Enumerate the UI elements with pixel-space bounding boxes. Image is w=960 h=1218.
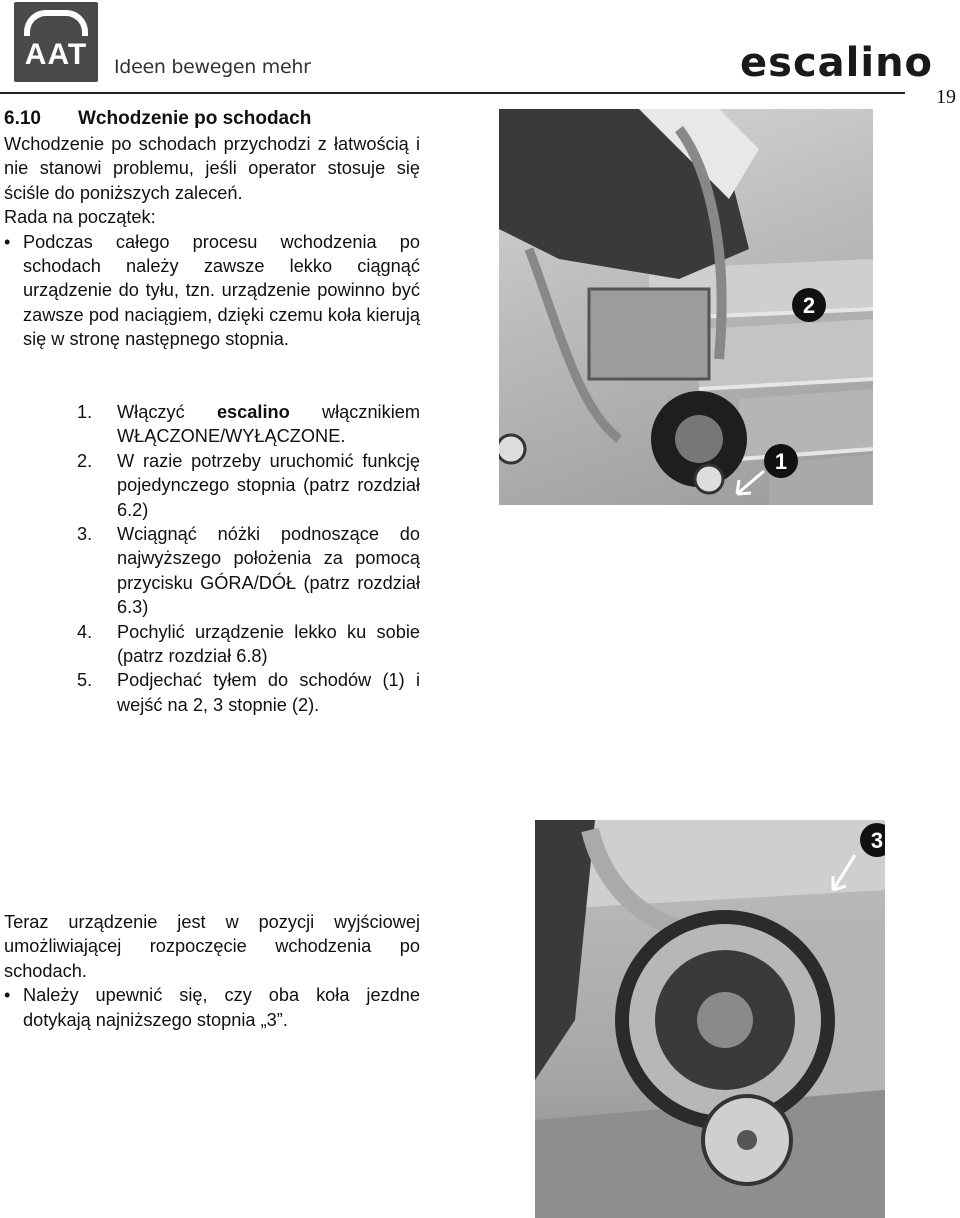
section-title: Wchodzenie po schodach <box>78 108 312 129</box>
result-bullet <box>4 983 420 1032</box>
aat-logo-arc <box>24 10 88 36</box>
step-text: Podjechać tyłem do schodów (1) i wejść na 2, 3 stopnie (2). <box>117 670 420 715</box>
step-number: 4. <box>77 621 93 642</box>
list-item <box>77 522 420 620</box>
page-number: 19 <box>936 86 956 108</box>
stair-climb-illustration <box>499 109 873 505</box>
steps-list <box>77 400 420 717</box>
wheel-closeup-illustration <box>535 820 885 1218</box>
bullet-icon: • <box>4 985 11 1006</box>
list-item <box>77 620 420 669</box>
intro-paragraph: Wchodzenie po schodach przychodzi z łatwością i nie stanowi problemu, jeśli operator stosuje się ściśle do poniższych zaleceń. <box>4 134 420 203</box>
marker-3: 3 <box>870 828 884 853</box>
result-paragraph: Teraz urządzenie jest w pozycji wyjściowej umożliwiającej rozpoczęcie wchodzenia po schodach. <box>4 912 420 981</box>
tip-label: Rada na początek: <box>4 207 156 228</box>
section-number: 6.10 <box>4 108 41 129</box>
section-heading <box>4 107 420 131</box>
step-number: 2. <box>77 450 93 471</box>
tagline: Ideen bewegen mehr <box>114 56 311 78</box>
step-number: 3. <box>77 524 93 545</box>
result-block <box>4 910 420 1032</box>
step-number: 1. <box>77 402 93 422</box>
aat-logo-text: AAT <box>24 38 88 71</box>
step-text: Wciągnąć nóżki podnoszące do najwyższego położenia za pomocą przycisku GÓRA/DÓŁ (patrz rozdział 6.3) <box>117 524 420 618</box>
aat-logo <box>14 2 98 82</box>
step-text: Włączyć escalino włącznikiem WŁĄCZONE/WYŁĄCZONE. <box>117 402 421 447</box>
header-rule <box>0 92 905 94</box>
tip-bullet <box>4 230 420 352</box>
list-item <box>77 668 420 717</box>
tip-bullet-text: Podczas całego procesu wchodzenia po schodach należy zawsze lekko ciągnąć urządzenie do tyłu, tzn. urządzenie powinno być zawsze pod naciągiem, dzięki czemu koła kierują się w stronę następnego stopnia. <box>23 231 420 350</box>
step-text: W razie potrzeby uruchomić funkcję pojedynczego stopnia (patrz rozdział 6.2) <box>117 450 420 520</box>
list-item <box>77 400 420 449</box>
step-bold-text: escalino <box>216 402 290 422</box>
bullet-icon: • <box>4 231 11 252</box>
wheel-closeup-photo <box>535 820 885 1218</box>
marker-1: 1 <box>774 449 788 474</box>
marker-2: 2 <box>802 293 816 318</box>
step-text: Pochylić urządzenie lekko ku sobie (patrz rozdział 6.8) <box>117 621 420 667</box>
result-bullet-text: Należy upewnić się, czy oba koła jezdne dotykają najniższego stopnia „3”. <box>23 985 420 1030</box>
list-item <box>77 449 420 522</box>
stair-climb-photo <box>499 109 873 505</box>
intro-block <box>4 132 420 352</box>
brand-logo: escalino <box>740 40 934 86</box>
step-number: 5. <box>77 670 93 691</box>
